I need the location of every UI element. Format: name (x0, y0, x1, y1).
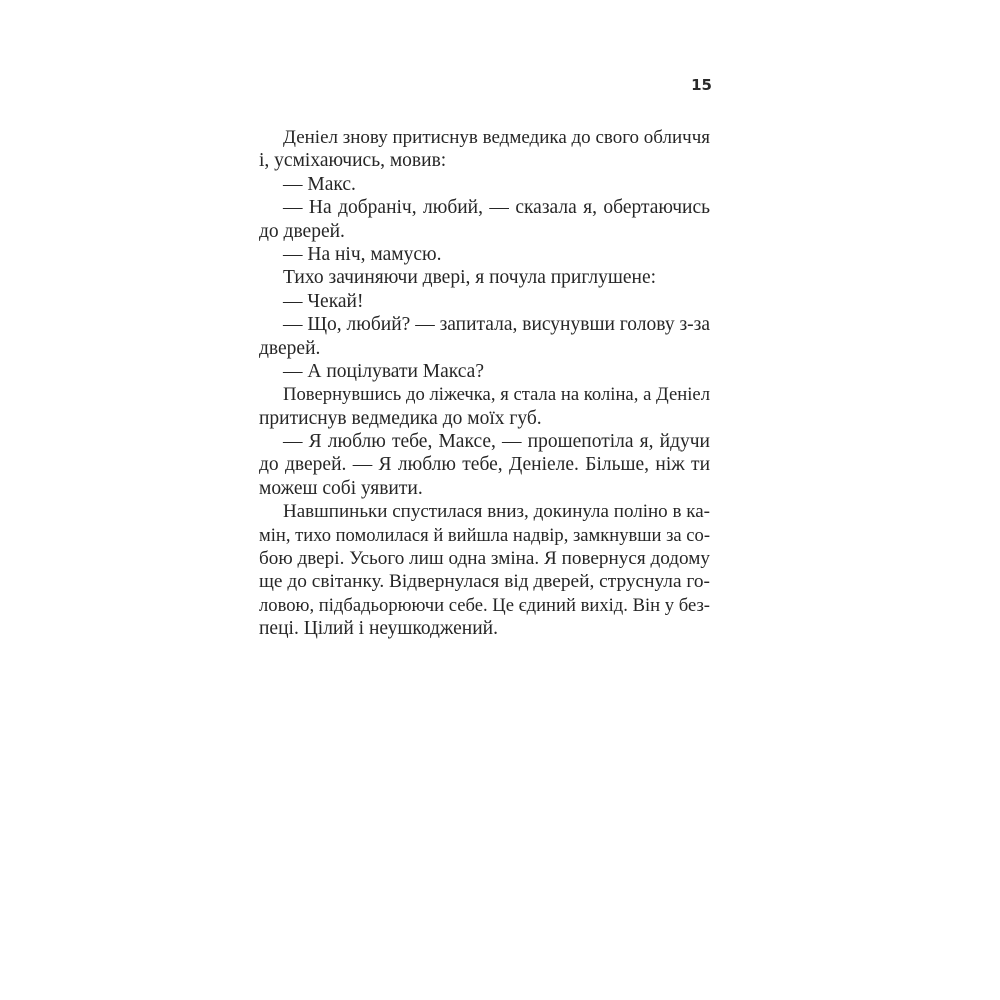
text-line: — На добраніч, любий, — сказала я, обертаючись (283, 197, 710, 219)
text-line: притиснув ведмедика до моїх губ. (259, 407, 542, 429)
text-line: Повернувшись до ліжечка, я стала на коліна, а Деніел (283, 384, 710, 406)
text-line: — На ніч, мамусю. (283, 243, 442, 265)
text-line: і, усміхаючись, мовив: (259, 150, 447, 172)
text-line: Деніел знову притиснув ведмедика до свого обличчя (283, 127, 710, 148)
text-line: дверей. (259, 337, 321, 359)
text-line: — Що, любий? — запитала, висунувши голову з-за (283, 314, 710, 336)
text-line: — Чекай! (283, 290, 364, 312)
text-line: пеці. Цілий і неушкоджений. (259, 618, 498, 640)
page-number: 15 (691, 76, 712, 94)
text-line: мін, тихо помолилася й вийшла надвір, замкнувши за со- (259, 524, 710, 546)
text-line: бою двері. Усього лиш одна зміна. Я повернуся додому (259, 548, 710, 570)
text-line: можеш собі уявити. (259, 477, 423, 499)
text-line: ловою, підбадьорюючи себе. Це єдиний вихід. Він у без- (259, 594, 710, 616)
body-text (259, 126, 710, 641)
text-line: — А поцілувати Макса? (283, 360, 484, 382)
text-line: ще до світанку. Відвернулася від дверей, струснула го- (259, 571, 710, 593)
text-line: до дверей. (259, 220, 345, 242)
text-line: Тихо зачиняючи двері, я почула приглушене: (283, 267, 657, 289)
text-line: — Макс. (283, 173, 356, 195)
text-line: до дверей. — Я люблю тебе, Деніеле. Більше, ніж ти (259, 454, 710, 476)
text-line: — Я люблю тебе, Максе, — прошепотіла я, йдучи (283, 431, 710, 453)
text-line: Навшпиньки спустилася вниз, докинула поліно в ка- (283, 501, 710, 523)
